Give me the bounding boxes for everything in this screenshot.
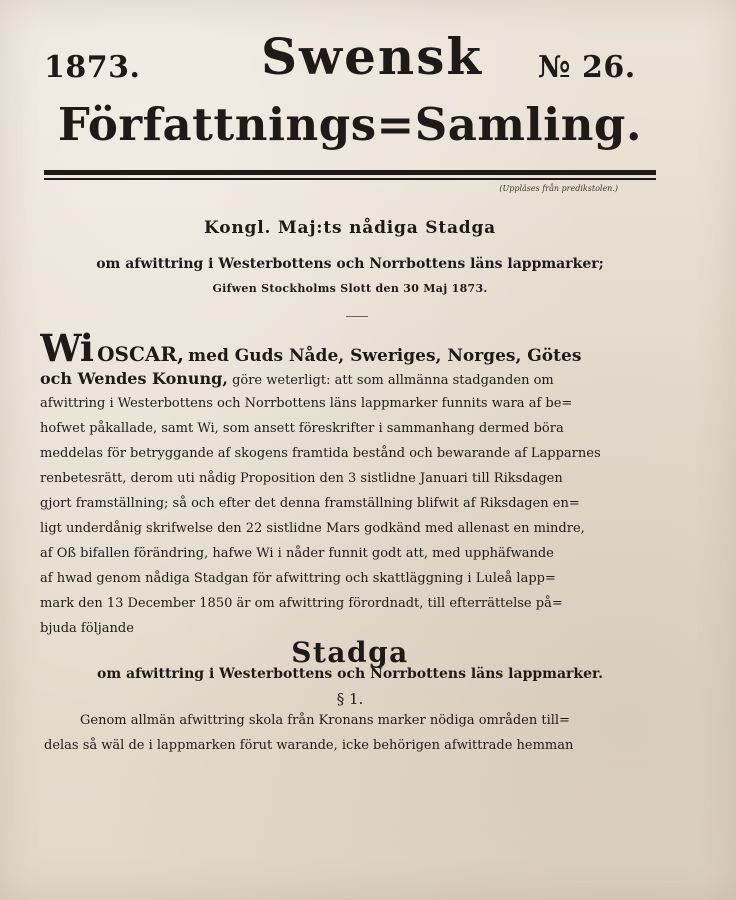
preamble-line — [40, 366, 656, 391]
masthead-rule-thin — [44, 178, 656, 180]
preamble-text — [40, 330, 656, 641]
preamble-line — [40, 330, 656, 366]
preamble-line: meddelas för betryggande af skogens framtida bestånd och bewarande af Lapparnes — [40, 446, 601, 461]
masthead-rule-thick — [44, 170, 656, 175]
ordinance-date: Gifwen Stockholms Slott den 30 Maj 1873. — [212, 282, 488, 295]
preamble-line: bjuda följande — [40, 621, 134, 636]
preamble-line: mark den 13 December 1850 är om afwittring förordnadt, till efterrättelse på= — [40, 596, 563, 611]
masthead-title-line2: Författnings=Samling. — [57, 98, 643, 151]
statute-subtitle: om afwittring i Westerbottens och Norrbottens läns lappmarker. — [96, 666, 603, 682]
preamble-line: af hwad genom nådiga Stadgan för afwittring och skattläggning i Luleå lapp= — [40, 571, 556, 586]
ordinance-subject: om afwittring i Westerbottens och Norrbottens läns lappmarker; — [96, 256, 604, 272]
ordinance-title: Kongl. Maj:ts nådiga Stadga — [204, 218, 496, 238]
preamble-line-text: göre weterligt: att som allmänna stadganden om — [232, 373, 554, 388]
paragraph-mark: § 1. — [336, 690, 364, 708]
statute-title: Stadga — [291, 636, 409, 669]
preamble-line: af Oß bifallen förändring, hafwe Wi i nåder funnit godt att, med upphäfwande — [40, 546, 554, 561]
preamble-line: gjort framställning; så och efter det denna framställning blifwit af Riksdagen en= — [40, 496, 580, 511]
issue-number: № 26. — [538, 50, 636, 85]
reading-note: (Uppläses från predikstolen.) — [499, 184, 618, 193]
separator-rule — [346, 316, 368, 317]
year-label: 1873. — [44, 50, 141, 85]
preamble-line: renbetesrätt, derom uti nådig Proposition den 3 sistlidne Januari till Riksdagen — [40, 471, 563, 486]
preamble-line: afwittring i Westerbottens och Norrbottens läns lappmarker funnits wara af be= — [40, 396, 573, 411]
preamble-line: ligt underdånig skrifwelse den 22 sistlidne Mars godkänd med allenast en mindre, — [40, 521, 585, 536]
statute-text — [44, 708, 656, 758]
masthead-title-line1: Swensk — [260, 27, 484, 86]
statute-line: Genom allmän afwittring skola från Kronans marker nödiga områden till= — [80, 713, 570, 728]
sovereign-name: OSCAR, — [97, 342, 184, 366]
drop-cap: Wi — [40, 330, 93, 366]
preamble-line: hofwet påkallade, samt Wi, som ansett föreskrifter i sammanhang dermed böra — [40, 421, 564, 436]
sovereign-title: med Guds Nåde, Sweriges, Norges, Götes — [188, 346, 582, 366]
statute-line: delas så wäl de i lappmarken förut warande, icke behörigen afwittrade hemman — [44, 738, 574, 753]
sovereign-title-cont: och Wendes Konung, — [40, 369, 228, 388]
